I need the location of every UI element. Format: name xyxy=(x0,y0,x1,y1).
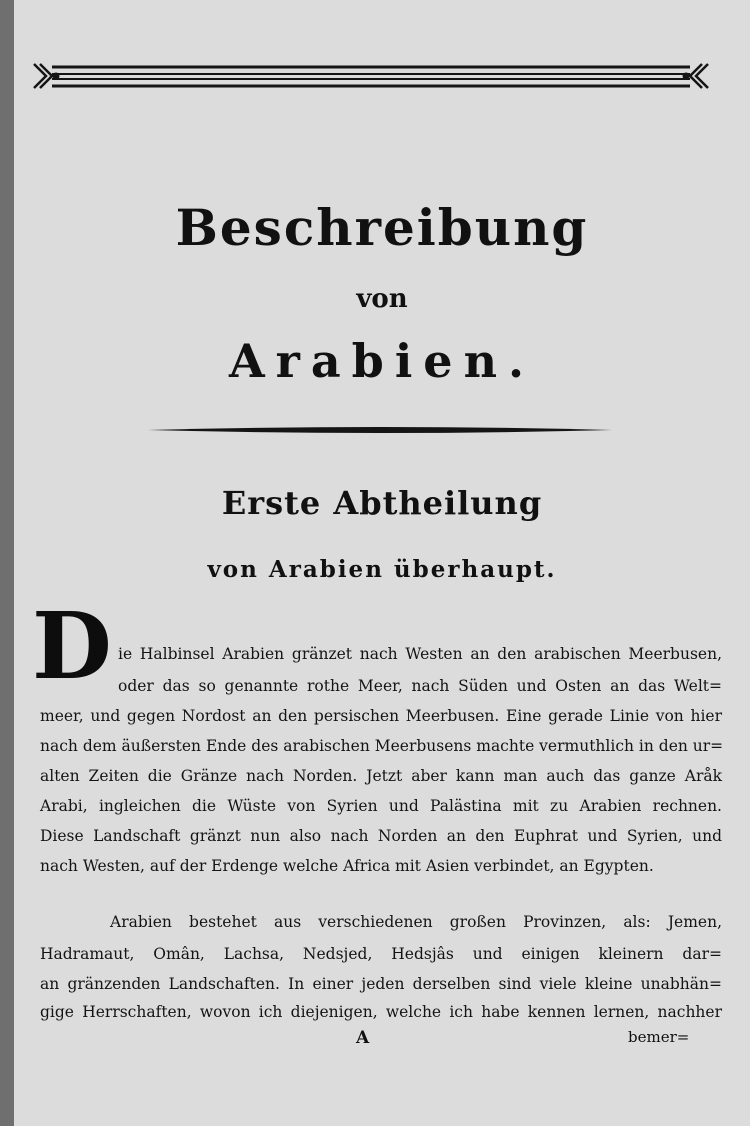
text-line: Arabien bestehet aus verschiedenen großen Provinzen, als: Jemen, xyxy=(110,913,722,931)
text-line: gige Herrschaften, wovon ich diejenigen, welche ich habe kennen lernen, nachher xyxy=(40,1003,722,1021)
text-line: ie Halbinsel Arabien gränzet nach Westen an den arabischen Meerbusen, xyxy=(118,645,722,663)
title-connector: von xyxy=(356,284,408,314)
book-page xyxy=(14,0,750,1126)
text-line: nach dem äußersten Ende des arabischen Meerbusens machte vermuthlich in den ur= xyxy=(40,737,724,755)
header-ornament xyxy=(30,58,712,94)
text-line: meer, und gegen Nordost an den persischen Meerbusen. Eine gerade Linie von hier xyxy=(40,707,722,725)
page-title: Beschreibung xyxy=(175,198,589,257)
text-line: an gränzenden Landschaften. In einer jeden derselben sind viele kleine unabhän= xyxy=(40,975,722,993)
text-line: nach Westen, auf der Erdenge welche Africa mit Asien verbindet, an Egypten. xyxy=(40,857,654,875)
signature-mark: A xyxy=(356,1028,370,1048)
catchword: bemer= xyxy=(628,1028,690,1046)
text-line: oder das so genannte rothe Meer, nach Süden und Osten an das Welt= xyxy=(118,677,722,695)
section-heading: Erste Abtheilung xyxy=(221,484,543,522)
title-rule xyxy=(148,424,612,436)
text-line: Diese Landschaft gränzt nun also nach Norden an den Euphrat und Syrien, und xyxy=(40,827,722,845)
text-line: alten Zeiten die Gränze nach Norden. Jetzt aber kann man auch das ganze Aråk xyxy=(40,767,722,785)
drop-cap: D xyxy=(32,592,112,700)
section-subheading: von Arabien überhaupt. xyxy=(207,556,557,583)
main-title: Arabien. xyxy=(228,334,536,388)
text-line: Hadramaut, Omân, Lachsa, Nedsjed, Hedsjâs und einigen kleinern dar= xyxy=(40,945,722,963)
text-line: Arabi, ingleichen die Wüste von Syrien und Palästina mit zu Arabien rechnen. xyxy=(40,797,722,815)
